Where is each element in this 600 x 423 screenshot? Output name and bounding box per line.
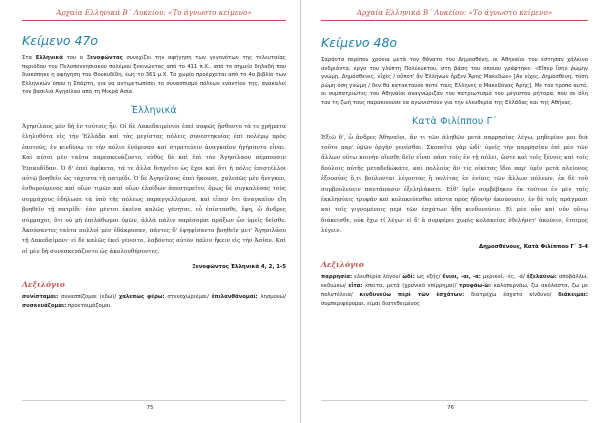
vocabulary-text: συνίσταμαι: συνασπίζομαι (εδώ)/ χαλεπῶς φέρω: στενοχωριέμαι/ ἐπιλανθάνομαι: λησμονώ/ συσκευάζομαι: προετοιμάζομαι	[22, 294, 286, 310]
section-title: Ἑλληνικά	[131, 104, 177, 116]
ancient-text: Ἀγησίλαος μὲν δὴ ἐν τούτοις ἦν. Οἱ δὲ Λακεδαιμόνιοι ἐπεὶ σαφῶς ᾔσθοντο τά τε χρήματα ἐληλυθότα εἰς τὴν Ἑλλάδα καὶ τὰς μεγίστας πόλεις συνεστηκυίας ἐπὶ πολέμῳ πρὸς ἑαυτούς, ἐν κινδύνῳ τε τὴν πόλιν ἐνόμισαν καὶ στρατεύειν ἀναγκαῖον ἡγήσαντο εἶναι. Καὶ αὐτοὶ μὲν ταῦτα παρεσκευάζοντο, εὐθὺς δὲ καὶ ἐπὶ τὸν Ἀγησίλαον πέμπουσιν Ἐπικυδίδαν. Ὁ δ' ἐπεὶ ἀφίκετο, τά τε ἄλλα διηγεῖτο ὡς ἔχοι καὶ ὅτι ἡ πόλις ἐπιστέλλοι αὐτῷ βοηθεῖν ὡς τάχιστα τῇ πατρίδι. Ὁ δὲ Ἀγησίλαος ἐπεὶ ἤκουσε, χαλεπῶς μὲν ἤνεγκεν, ἐνθυμούμενος καὶ οἵων τιμῶν καὶ οἵων ἐλπίδων ἀπεστερεῖτο, ὅμως δὲ συγκαλέσας τοὺς συμμάχους ἐδήλωσε τὰ ὑπὸ τῆς πόλεως παραγγελλόμενα, καὶ εἶπεν ὅτι ἀναγκαῖον εἴη βοηθεῖν τῇ πατρίδι· ἐὰν μέντοι ἐκεῖνα καλῶς γένηται, εὖ ἐπίστασθε, ἔφη, ὦ ἄνδρες σύμμαχοι, ὅτι οὐ μὴ ἐπιλάθωμαι ὑμῶν, ἀλλὰ πάλιν παρέσομαι πράξων ὧν ὑμεῖς δεῖσθε. Ἀκούσαντες ταῦτα πολλοὶ μὲν ἐδάκρυσαν, πάντες δ' ἐψηφίσαντο βοηθεῖν μετ' Ἀγησιλάου τῇ Λακεδαίμονι· εἰ δὲ καλῶς ἐκεῖ γένοιτο, λαβόντες αὐτὸν πάλιν ἥκειν εἰς τὴν Ἀσίαν. Καὶ οἱ μὲν δὴ συνεσκευάζοντο ὡς ἀκολουθήσοντες.	[22, 123, 286, 255]
header-rule	[22, 20, 286, 21]
footer-rule	[321, 400, 588, 401]
page-number: 75	[146, 405, 154, 411]
running-header: Αρχαία Ελληνικά Β΄ Λυκείου: «Το άγνωστο κείμενο»	[356, 8, 553, 17]
intro-paragraph: Σαράντα περίπου χρόνια μετά τον θάνατο του Δημοσθένη, οι Αθηναίοι του έστησαν χάλκινο ανδριάντα, έργο του γλύπτη Πολύευκτου, στη βάση του οποίου γράφτηκε: «Εἴπερ ἴσην ῥώμην γνώμῃ, Δημόσθενες, εἶχες / οὔποτ' ἂν Ἑλλήνων ἦρξεν Ἄρης Μακεδών» [Αν είχες, Δημοσθένη, τόση ρώμη όση γνώμη / δεν θα κατακτούσε ποτέ τους Έλληνες ο Μακεδόνας Άρης]. Με τον τρόπο αυτό, οι συμπατριώτες του Αθηναίοι αναγνώριζαν τον πατριωτισμό του μέγιστου ρήτορα, που σε όλη του τη ζωή τους παρακινούσε να αγωνιστούν για την ελευθερία της Ελλάδας και της Αθήνας.	[321, 57, 588, 106]
vocabulary-text: παρρησία: ελευθερία λόγου/ ὡδί: ως εξής/ ἔνιοι, -αι, -α: μερικοί, -ές, -ά/ ἐξελαύνω: αποβάλλω, εκδιώκω/ εἶτα: έπειτα, μετά (χρονικό επίρρημα)/ τρυφάω-ῶ: καλοπερνάω, ζω ακόλαστα, ζω με πολυτέλεια/ κινδυνεύω περὶ τῶν ἐσχάτων: διατρέχω έσχατο κίνδυνο/ διάκειμαι: συμπεριφέρομαι, είμαι διατεθειμένος	[321, 273, 589, 307]
right-page	[300, 0, 600, 423]
vocabulary-title: Λεξιλόγιο	[22, 280, 65, 290]
intro-paragraph: Στα Ελληνικά του ο Ξενοφώντας συνεχίζει την αφήγηση των γεγονότων της τελευταίας περιόδου του Πελοποννησιακού πολέμου ξεκινώντας από το 411 π.Χ., από το σημείο δηλαδή που διακόπηκε η αφήγηση του Θουκυδίδη, έως το 361 μ.Χ. Το χωρίο προέρχεται από το 4ο βιβλίο των Ελληνικών όπου η Σπάρτη, για να αντιμετωπίσει το συνασπισμό πόλεων εναντίον της, ανακαλεί τον βασιλιά Αγησίλαο από τη Μικρά Ασία.	[22, 55, 286, 96]
page-number: 76	[446, 405, 455, 411]
ancient-text: Ἐξιῶ δ', ὦ ἄνδρες Ἀθηναῖοι, ἄν τι τῶν ἀληθῶν μετὰ παρρησίας λέγω, μηδεμίαν μοι διὰ τοῦτο παρ' ὑμῶν ὀργὴν γενέσθαι. Σκοπεῖτε γὰρ ὡδί· ὑμεῖς τὴν παρρησίαν ἐπὶ μὲν τῶν ἄλλων οὕτω κοινὴν οἴεσθε δεῖν εἶναι πᾶσι τοῖς ἐν τῇ πόλει, ὥστε καὶ τοῖς ξένοις καὶ τοῖς δούλοις αὐτῆς μεταδεδώκατε, καὶ πολλοὺς ἄν τις οἰκέτας ἴδοι παρ' ὑμῖν μετὰ πλείονος ἐξουσίας ὅ,τι βούλονται λέγοντας ἢ πολίτας ἐν ἐνίαις τῶν ἄλλων πόλεων, ἐκ δὲ τοῦ συμβουλεύειν παντάπασιν ἐξεληλάκατε. Εἶθ' ὑμῖν συμβέβηκεν ἐκ τούτου ἐν μὲν ταῖς ἐκκλησίαις τρυφᾶν καὶ κολακεύεσθαι πάντα πρὸς ἡδονὴν ἀκούουσιν, ἐν δὲ τοῖς πράγμασι καὶ τοῖς γιγνομένοις περὶ τῶν ἐσχάτων ἤδη κινδυνεύειν. Εἰ μὲν οὖν καὶ νῦν οὕτω διάκεισθε, οὐκ ἔχω τί λέγω· εἰ δ' ἃ συμφέρει χωρὶς κολακείας ἐθελήσετ' ἀκούειν, ἕτοιμος λέγειν.	[321, 134, 588, 235]
text-title: Κείμενο 47ο	[22, 33, 99, 48]
vocabulary-title: Λεξιλόγιο	[321, 259, 364, 269]
header-rule	[321, 20, 588, 21]
text-title: Κείμενο 48ο	[321, 35, 398, 50]
section-title: Κατὰ Φιλίππου Γ΄	[412, 115, 497, 127]
source-citation: Δημοσθένους, Κατὰ Φιλίππου Γ΄ 3-4	[479, 243, 588, 250]
footer-rule	[22, 400, 286, 401]
running-header: Αρχαία Ελληνικά Β΄ Λυκείου: «Το άγνωστο κείμενο»	[56, 8, 252, 17]
source-citation: Ξενοφῶντος Ἑλληνικά 4, 2, 1-5	[192, 264, 286, 271]
